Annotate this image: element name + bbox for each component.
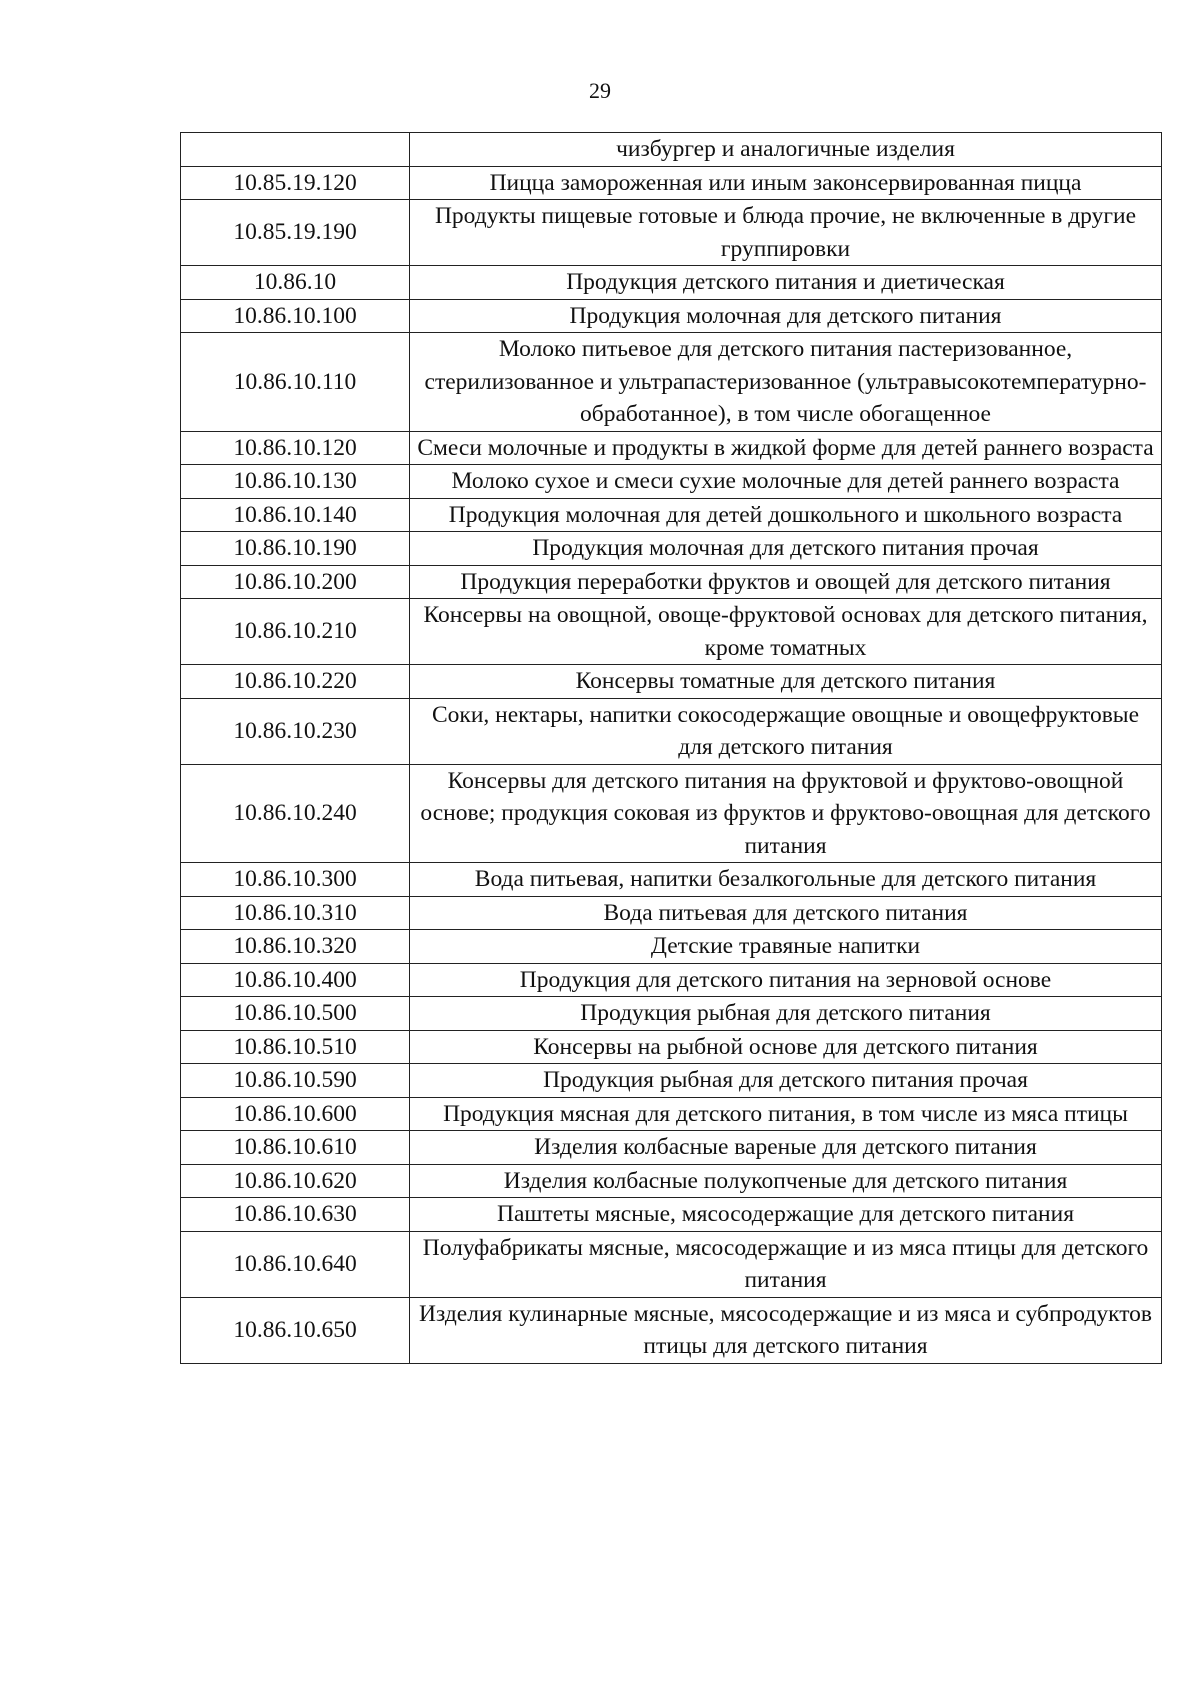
okpd-code-cell: 10.86.10.300 [181, 863, 410, 897]
product-name-cell: Продукты пищевые готовые и блюда прочие, не включенные в другие группировки [410, 200, 1162, 266]
okpd-code-cell: 10.86.10.620 [181, 1164, 410, 1198]
product-name-cell: Соки, нектары, напитки сокосодержащие овощные и овощефруктовые для детского питания [410, 698, 1162, 764]
product-name-cell: Продукция молочная для детей дошкольного и школьного возраста [410, 498, 1162, 532]
table-row [181, 333, 1162, 432]
okpd-code-cell: 10.86.10.100 [181, 299, 410, 333]
okpd-code-cell: 10.86.10.500 [181, 997, 410, 1031]
table-row [181, 963, 1162, 997]
okpd-code-cell: 10.86.10.610 [181, 1131, 410, 1165]
product-name-cell: Продукция рыбная для детского питания прочая [410, 1064, 1162, 1098]
okpd-code-cell: 10.86.10.510 [181, 1030, 410, 1064]
okpd-code-cell: 10.86.10.240 [181, 764, 410, 863]
table-row [181, 599, 1162, 665]
okpd-code-cell: 10.86.10.140 [181, 498, 410, 532]
okpd-code-cell: 10.86.10 [181, 266, 410, 300]
product-name-cell: Продукция для детского питания на зерновой основе [410, 963, 1162, 997]
table-body [181, 133, 1162, 1364]
table-row [181, 1231, 1162, 1297]
okpd-code-cell: 10.86.10.590 [181, 1064, 410, 1098]
okpd-code-cell: 10.86.10.230 [181, 698, 410, 764]
table-row [181, 299, 1162, 333]
product-name-cell: Консервы на овощной, овоще-фруктовой основах для детского питания, кроме томатных [410, 599, 1162, 665]
okpd-code-cell: 10.86.10.120 [181, 431, 410, 465]
table-row [181, 896, 1162, 930]
product-name-cell: Паштеты мясные, мясосодержащие для детского питания [410, 1198, 1162, 1232]
okpd-code-cell: 10.86.10.320 [181, 930, 410, 964]
table-row [181, 166, 1162, 200]
product-name-cell: Вода питьевая, напитки безалкогольные для детского питания [410, 863, 1162, 897]
table-row [181, 133, 1162, 167]
okpd-code-cell: 10.86.10.600 [181, 1097, 410, 1131]
product-name-cell: Изделия колбасные полукопченые для детского питания [410, 1164, 1162, 1198]
product-name-cell: Консервы для детского питания на фруктовой и фруктово-овощной основе; продукция соковая из фруктов и фруктово-овощная для детского питания [410, 764, 1162, 863]
table-row [181, 764, 1162, 863]
product-name-cell: Консервы на рыбной основе для детского питания [410, 1030, 1162, 1064]
table-row [181, 465, 1162, 499]
okpd-code-cell: 10.86.10.210 [181, 599, 410, 665]
okpd-code-cell: 10.86.10.200 [181, 565, 410, 599]
table-row [181, 1164, 1162, 1198]
table-row [181, 1131, 1162, 1165]
table-row [181, 532, 1162, 566]
product-name-cell: Детские травяные напитки [410, 930, 1162, 964]
product-name-cell: чизбургер и аналогичные изделия [410, 133, 1162, 167]
product-name-cell: Продукция молочная для детского питания [410, 299, 1162, 333]
product-name-cell: Продукция молочная для детского питания прочая [410, 532, 1162, 566]
table-row [181, 266, 1162, 300]
product-name-cell: Продукция мясная для детского питания, в том числе из мяса птицы [410, 1097, 1162, 1131]
product-name-cell: Молоко сухое и смеси сухие молочные для детей раннего возраста [410, 465, 1162, 499]
okpd-code-cell: 10.86.10.640 [181, 1231, 410, 1297]
okpd-code-cell: 10.86.10.220 [181, 665, 410, 699]
okpd-code-cell: 10.85.19.120 [181, 166, 410, 200]
table-row [181, 863, 1162, 897]
okpd-code-cell: 10.86.10.630 [181, 1198, 410, 1232]
okpd-code-cell [181, 133, 410, 167]
table-row [181, 1064, 1162, 1098]
product-name-cell: Полуфабрикаты мясные, мясосодержащие и из мяса птицы для детского питания [410, 1231, 1162, 1297]
table-row [181, 565, 1162, 599]
table-row [181, 431, 1162, 465]
table-row [181, 997, 1162, 1031]
product-name-cell: Вода питьевая для детского питания [410, 896, 1162, 930]
table-row [181, 1097, 1162, 1131]
table-row [181, 665, 1162, 699]
product-name-cell: Смеси молочные и продукты в жидкой форме для детей раннего возраста [410, 431, 1162, 465]
table-row [181, 1297, 1162, 1363]
classification-table [180, 132, 1162, 1364]
table-row [181, 498, 1162, 532]
okpd-code-cell: 10.86.10.110 [181, 333, 410, 432]
table-row [181, 1198, 1162, 1232]
okpd-code-cell: 10.86.10.190 [181, 532, 410, 566]
product-name-cell: Молоко питьевое для детского питания пастеризованное, стерилизованное и ультрапастеризованное (ультравысокотемпературно-обработанное), в том числе обогащенное [410, 333, 1162, 432]
product-name-cell: Продукция переработки фруктов и овощей для детского питания [410, 565, 1162, 599]
table-row [181, 200, 1162, 266]
table-row [181, 1030, 1162, 1064]
okpd-code-cell: 10.86.10.400 [181, 963, 410, 997]
product-name-cell: Консервы томатные для детского питания [410, 665, 1162, 699]
okpd-code-cell: 10.86.10.130 [181, 465, 410, 499]
product-name-cell: Продукция рыбная для детского питания [410, 997, 1162, 1031]
product-name-cell: Изделия кулинарные мясные, мясосодержащие и из мяса и субпродуктов птицы для детского питания [410, 1297, 1162, 1363]
table-row [181, 930, 1162, 964]
table-row [181, 698, 1162, 764]
okpd-code-cell: 10.86.10.650 [181, 1297, 410, 1363]
product-name-cell: Изделия колбасные вареные для детского питания [410, 1131, 1162, 1165]
product-name-cell: Пицца замороженная или иным законсервированная пицца [410, 166, 1162, 200]
okpd-code-cell: 10.85.19.190 [181, 200, 410, 266]
page-number: 29 [589, 78, 611, 103]
product-name-cell: Продукция детского питания и диетическая [410, 266, 1162, 300]
okpd-code-cell: 10.86.10.310 [181, 896, 410, 930]
